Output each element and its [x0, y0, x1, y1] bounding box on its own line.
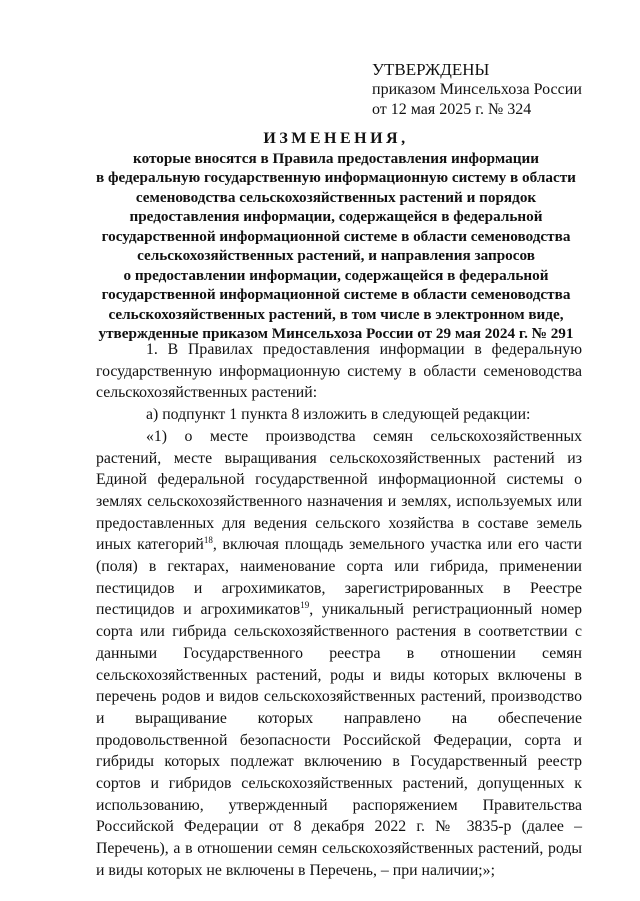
approval-order: приказом Минсельхоза России — [372, 81, 582, 98]
title-line: семеноводства сельскохозяйственных растений и порядок — [135, 188, 537, 206]
text-segment: , уникальный регистрационный номер сорта или гибрида сельскохозяйственного растения в соответствии с данными Государственного реестра в отношении семян сельскохозяйственных растений, роды и виды которых включены в перечень родов и видов сельскохозяйственных растений, производство и выращивание которых направлено на обеспечение продовольственной безопасности Российской Федерации, сорта и гибриды которых подлежат включению в Государственный реестр сортов и гибридов сельскохозяйственных растений, допущенных к использованию, утвержденный распоряжением Правительства Российской Федерации от 8 декабря 2022 г. № 3835-р (далее – Перечень), а в отношении семян сельскохозяйственных растений, роды и виды которых не включены в Перечень, – при наличии;»; — [96, 601, 582, 879]
paragraph-new-wording — [96, 426, 582, 882]
title-line: государственной информационной системе в области семеноводства — [101, 286, 571, 303]
title-line: в федеральную государственную информационную систему в области — [96, 169, 576, 186]
approval-date: от 12 мая 2025 г. № 324 — [372, 101, 532, 118]
document-body — [96, 339, 582, 882]
paragraph-subpoint-a: а) подпункт 1 пункта 8 изложить в следующей редакции: — [146, 406, 531, 424]
footnote-ref-18: 18 — [203, 535, 213, 546]
title-line: утвержденные приказом Минсельхоза России от 29 мая 2024 г. № 291 — [98, 325, 574, 342]
approval-heading: УТВЕРЖДЕНЫ — [372, 60, 490, 79]
text-segment: , включая площадь земельного участка или его части (поля) в гектарах, наименование сорта или гибрида, применении пестицидов и агрохимикатов, зарегистрированных в Реестре пестицидов и агрохимикатов — [96, 536, 582, 619]
document-title — [50, 129, 622, 344]
title-line: о предоставлении информации, содержащейся в федеральной — [123, 266, 549, 284]
title-line: которые вносятся в Правила предоставления информации — [133, 149, 539, 167]
text-segment: «1) о месте производства семян сельскохозяйственных растений, месте выращивания сельскохозяйственных растений из Единой федеральной государственной информационной системы о землях сельскохозяйственного назначения и землях, используемых или предоставленных для ведения сельского хозяйства в составе земель иных категорий — [96, 427, 582, 554]
paragraph-1: 1. В Правилах предоставления информации в федеральную государственную информационную систему в области семеноводства сельскохозяйственных растений: — [96, 341, 582, 402]
approval-block — [372, 60, 622, 120]
footnote-ref-19: 19 — [300, 600, 310, 611]
title-line: предоставления информации, содержащейся в федеральной — [129, 208, 543, 225]
title-main: ИЗМЕНЕНИЯ, — [263, 130, 409, 147]
title-line: сельскохозяйственных растений, и направления запросов — [137, 247, 535, 264]
title-line: сельскохозяйственных растений, в том числе в электронном виде, — [108, 305, 564, 323]
title-line: государственной информационной системе в области семеноводства — [101, 227, 571, 245]
